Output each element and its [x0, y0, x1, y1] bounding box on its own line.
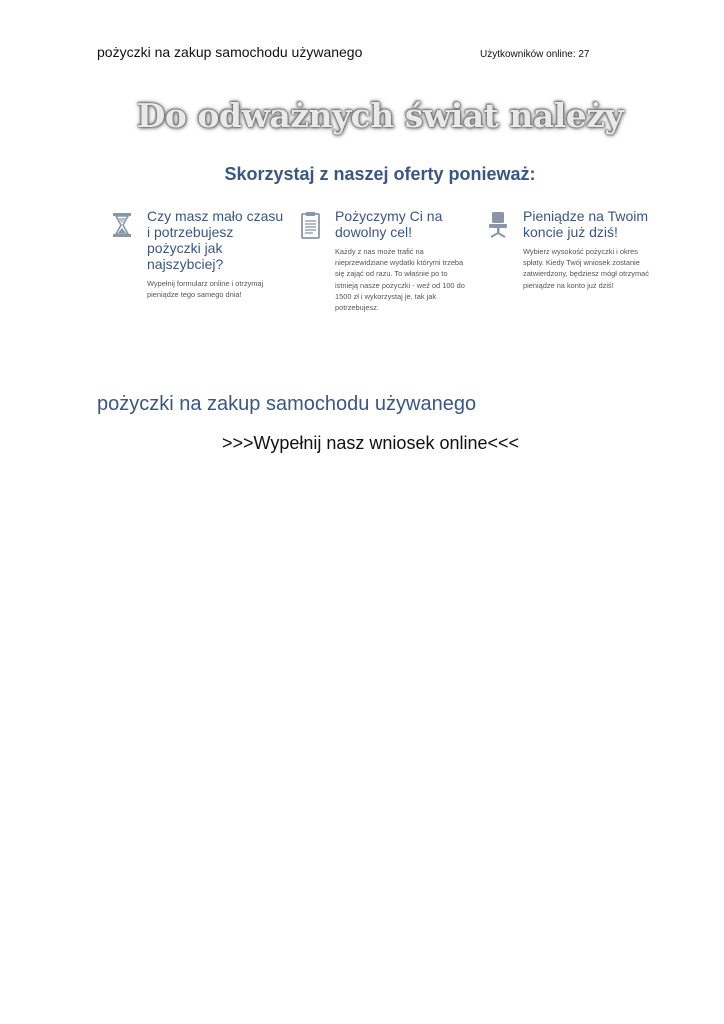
- hourglass-icon: [110, 210, 134, 240]
- page-header-title: pożyczki na zakup samochodu używanego: [97, 44, 363, 60]
- feature-title: Czy masz mało czasu i potrzebujesz pożyczki jak najszybciej?: [147, 208, 284, 272]
- feature-description: Każdy z nas może trafić na nieprzewidziane wydatki którymi trzeba się zająć od razu. To właśnie po to istnieją nasze pożyczki - weź od 100 do 1500 zł i wykorzystaj je, tak jak potrzebujesz.: [335, 247, 465, 313]
- feature-title: Pożyczymy Ci na dowolny cel!: [335, 208, 443, 240]
- office-chair-icon: [486, 210, 510, 240]
- offer-heading: Skorzystaj z naszej oferty ponieważ:: [224, 164, 536, 184]
- apply-online-link[interactable]: >>>Wypełnij nasz wniosek online<<<: [222, 433, 520, 453]
- feature-description: Wybierz wysokość pożyczki i okres spłaty. Kiedy Twój wniosek zostanie zatwierdzony, będziesz mógł otrzymać pieniądze na konto już dziś!: [523, 247, 649, 290]
- users-online-counter: Użytkowników online: 27: [480, 49, 590, 60]
- feature-description: Wypełnij formularz online i otrzymaj pieniądze tego samego dnia!: [147, 279, 264, 300]
- clipboard-icon: [298, 210, 322, 240]
- main-heading: pożyczki na zakup samochodu używanego: [97, 393, 477, 415]
- banner-slogan: Do odważnych świat należy: [136, 96, 624, 135]
- feature-title: Pieniądze na Twoim koncie już dziś!: [523, 208, 649, 240]
